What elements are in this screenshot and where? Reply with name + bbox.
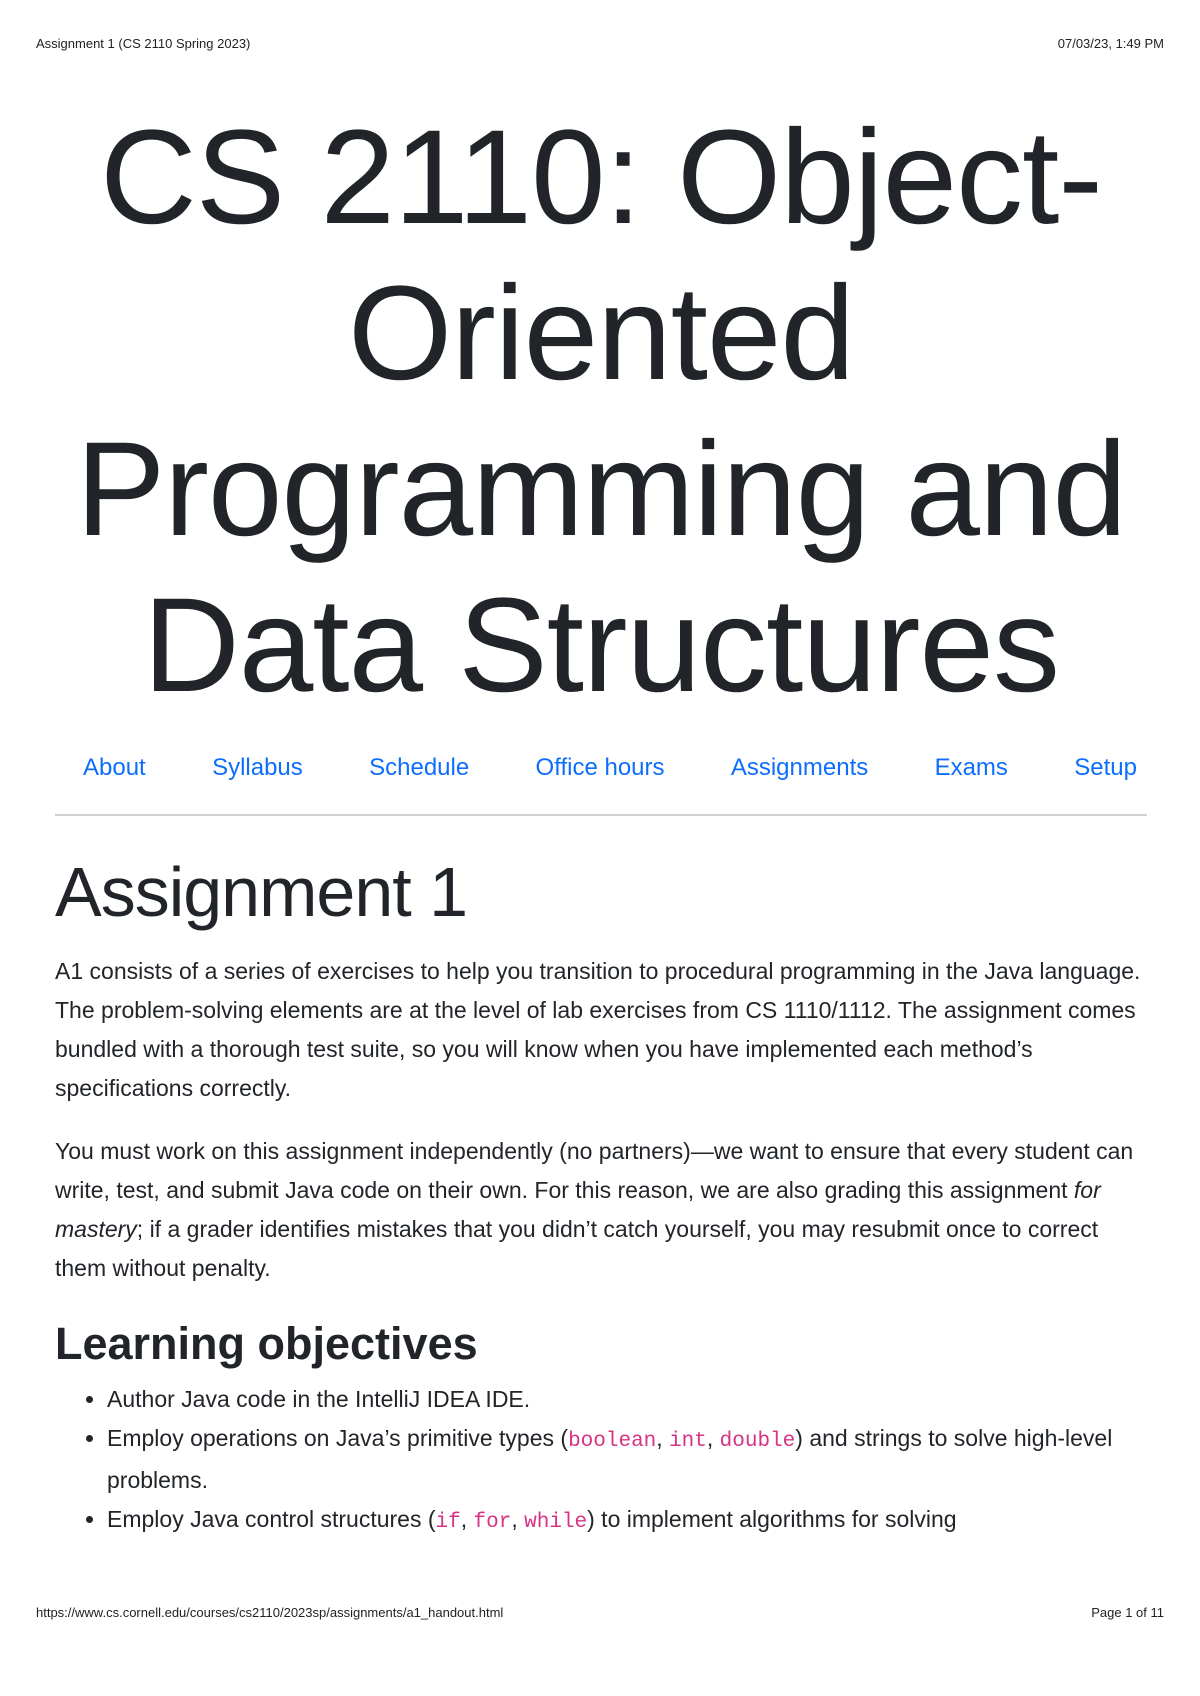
- nav-link-syllabus[interactable]: Syllabus: [212, 754, 303, 781]
- page-content: [55, 100, 1147, 1542]
- policy-text: ; if a grader identifies mistakes that you didn’t catch yourself, you may resubmit once to correct them without penalty.: [55, 1216, 1099, 1281]
- policy-emphasis: for mastery: [55, 1177, 1101, 1242]
- nav-item-setup: [1074, 752, 1137, 784]
- intro-paragraph: A1 consists of a series of exercises to help you transition to procedural programming in the Java language. The problem-solving elements are at the level of lab exercises from CS 1110/1112. The assignment comes bundled with a thorough test suite, so you will know when you have implemented each method’s specifications correctly.: [55, 958, 1141, 1101]
- print-header-title: Assignment 1 (CS 2110 Spring 2023): [36, 36, 251, 51]
- objectives-heading: Learning objectives: [55, 1318, 478, 1369]
- nav-divider: [55, 814, 1147, 816]
- objective-separator: ,: [656, 1425, 670, 1451]
- nav-item-about: [83, 752, 146, 784]
- objective-text: ) to implement algorithms for solving: [587, 1506, 957, 1532]
- policy-paragraph: [55, 1132, 1147, 1288]
- objective-text: ) and strings to solve high-level problems.: [107, 1425, 1113, 1493]
- site-title-line: CS 2110: Object-: [100, 103, 1102, 252]
- code-boolean: boolean: [568, 1430, 657, 1453]
- objective-text: Employ Java control structures (: [107, 1506, 436, 1532]
- site-title-line: Oriented: [348, 259, 854, 408]
- objective-text: Employ operations on Java’s primitive types (: [107, 1425, 569, 1451]
- objective-text: Author Java code in the IntelliJ IDEA IDE.: [107, 1386, 531, 1412]
- print-footer-url: https://www.cs.cornell.edu/courses/cs2110/2023sp/assignments/a1_handout.html: [36, 1605, 504, 1620]
- nav-link-schedule[interactable]: Schedule: [369, 754, 470, 781]
- objective-item: [107, 1500, 1147, 1542]
- nav-item-schedule: [369, 752, 469, 784]
- site-title-line: Programming and: [75, 415, 1127, 564]
- nav-item-assignments: [731, 752, 868, 784]
- site-title: [55, 100, 1147, 724]
- nav-link-exams[interactable]: Exams: [934, 754, 1008, 781]
- print-footer-page-number: Page 1 of 11: [1091, 1605, 1164, 1620]
- nav-link-office-hours[interactable]: Office hours: [535, 754, 665, 781]
- nav-link-about[interactable]: About: [83, 754, 146, 781]
- objectives-list: [55, 1380, 1147, 1542]
- code-while: while: [524, 1511, 588, 1534]
- nav-item-exams: [935, 752, 1008, 784]
- code-if: if: [435, 1511, 461, 1534]
- site-nav: [55, 752, 1147, 784]
- objective-item: [107, 1419, 1147, 1500]
- page-title: Assignment 1: [55, 853, 468, 931]
- code-for: for: [473, 1511, 512, 1534]
- nav-item-office-hours: [536, 752, 665, 784]
- site-title-line: Data Structures: [143, 571, 1059, 720]
- print-header-timestamp: 07/03/23, 1:49 PM: [1057, 36, 1164, 51]
- objective-separator: ,: [706, 1425, 720, 1451]
- nav-link-setup[interactable]: Setup: [1074, 754, 1137, 781]
- print-footer: [36, 1605, 1164, 1625]
- nav-item-syllabus: [212, 752, 303, 784]
- objective-separator: ,: [460, 1506, 474, 1532]
- print-header: [36, 36, 1164, 56]
- policy-text: You must work on this assignment independently (no partners)—we want to ensure that every student can write, test, and submit Java code on their own. For this reason, we are also grading this assignment: [55, 1138, 1134, 1203]
- code-double: double: [719, 1430, 796, 1453]
- objective-item: [107, 1380, 1147, 1419]
- objective-separator: ,: [511, 1506, 525, 1532]
- nav-link-assignments[interactable]: Assignments: [730, 754, 869, 781]
- code-int: int: [669, 1430, 707, 1453]
